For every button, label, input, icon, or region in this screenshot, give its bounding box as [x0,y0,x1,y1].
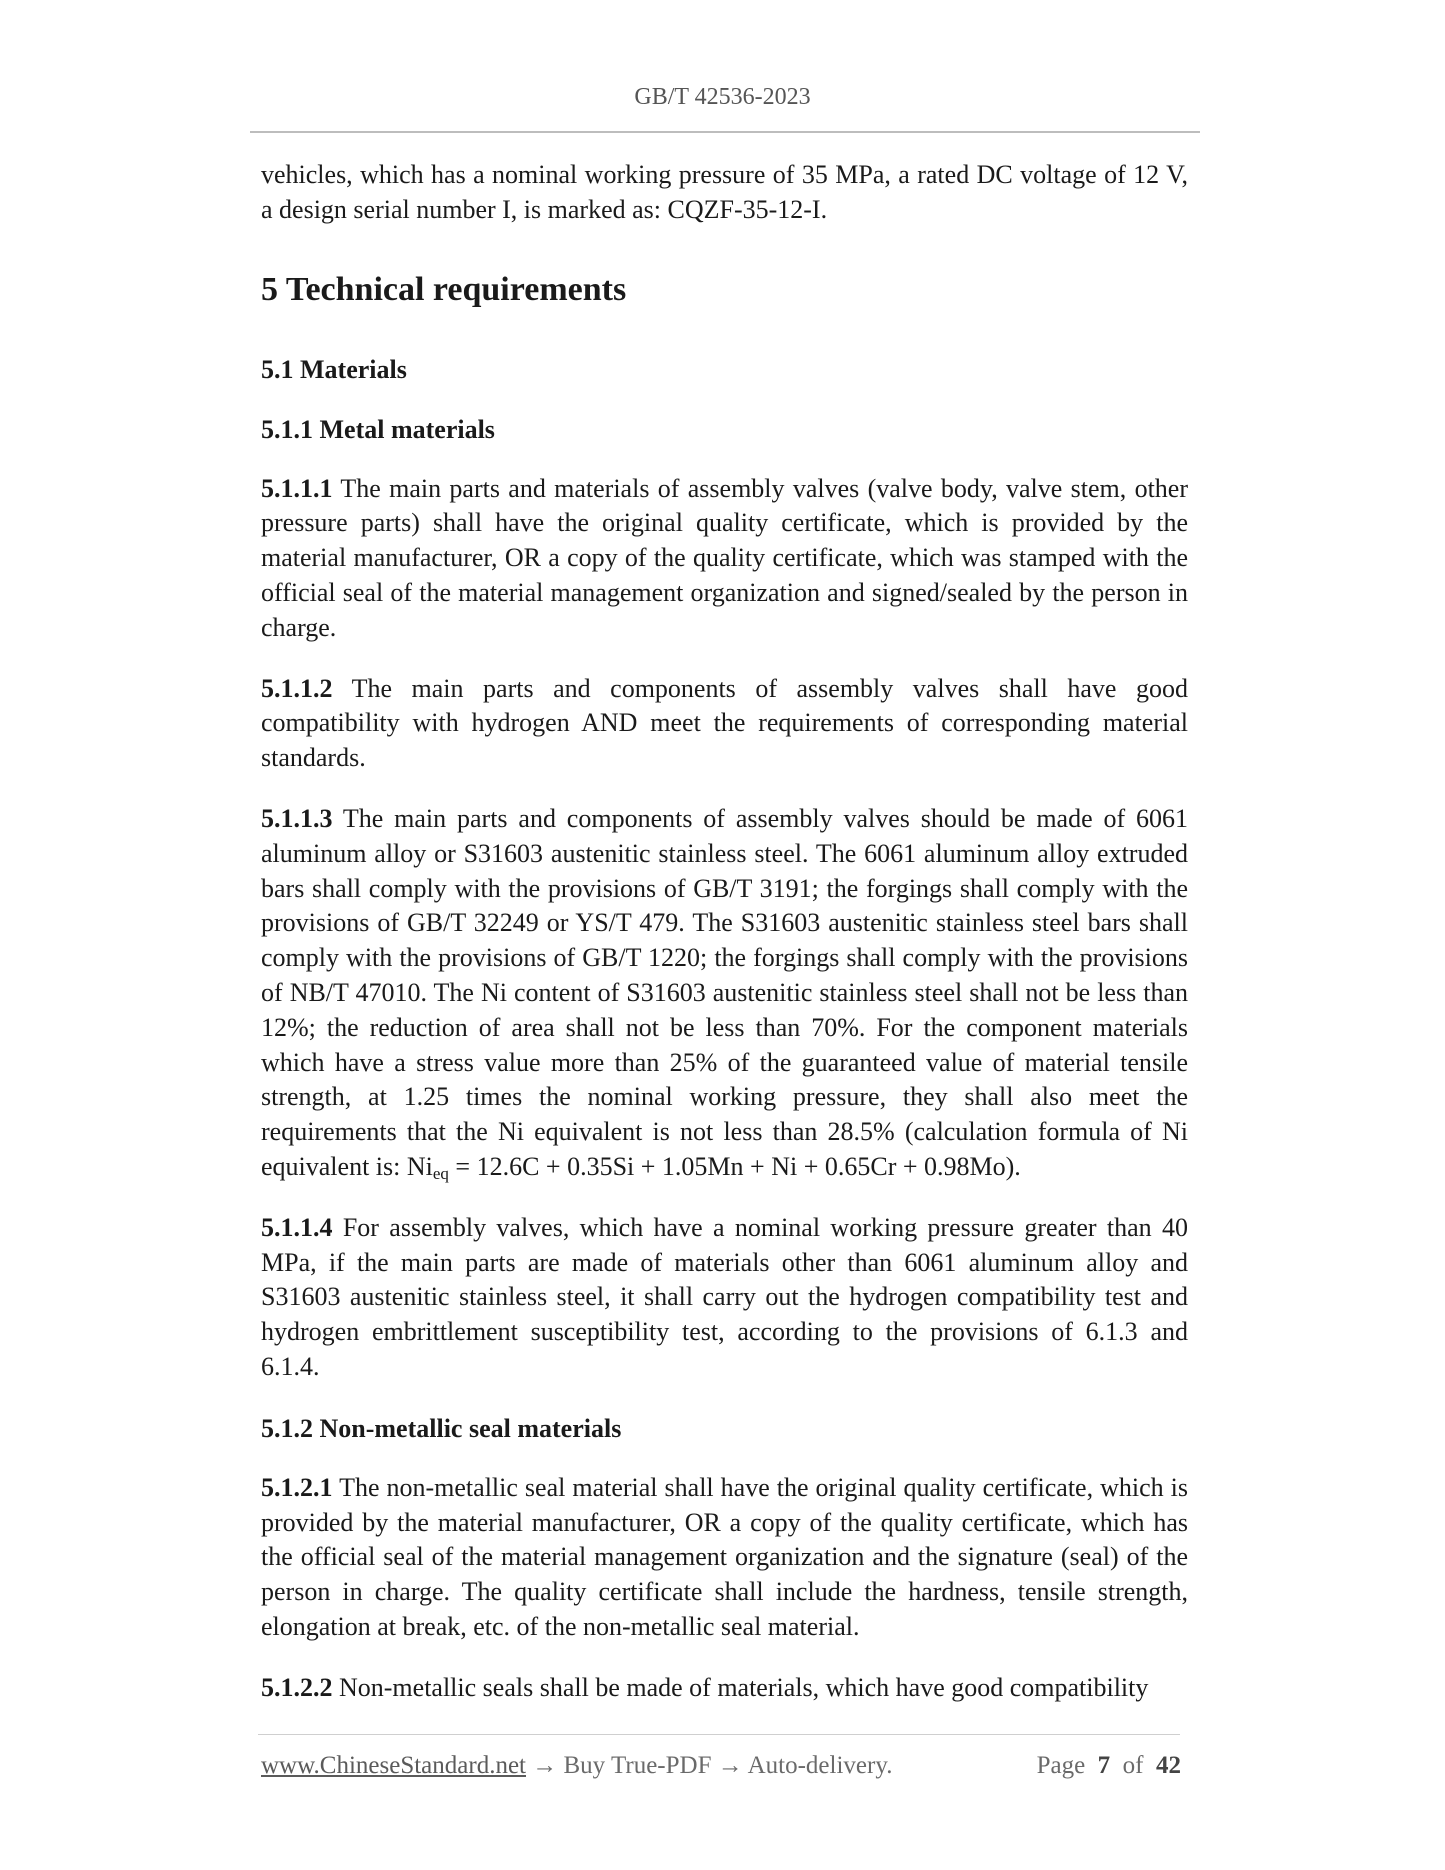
header-divider [250,131,1200,133]
formula-symbol: Ni [406,1151,433,1181]
clause-text: The main parts and components of assembly valves should be made of 6061 aluminum alloy or S31603 austenitic stainless steel. The 6061 aluminum alloy extruded bars shall comply with the provisions of GB/T 3191; the forgings shall comply with the provisions of GB/T 32249 or YS/T 479. The S31603 austenitic stainless steel bars shall comply with the provisions of GB/T 1220; the forgings shall comply with the provisions of NB/T 47010. The Ni content of S31603 austenitic stainless steel shall not be less than 12%; the reduction of area shall not be less than 70%. For the component materials which have a stress value more than 25% of the guaranteed value of material tensile strength, at 1.25 times the nominal working pressure, they shall also meet the requirements that the Ni equivalent is not less than 28.5% (calculation formula of Ni equivalent is: [261,803,1188,1181]
footer-promo [261,1752,892,1780]
page-total: 42 [1156,1752,1181,1779]
clause-text: The main parts and materials of assembly valves (valve body, valve stem, other pressure parts) shall have the original quality certificate, which is provided by the material manufacturer, OR a copy of the quality certificate, which was stamped with the official seal of the material management organization and signed/sealed by the person in charge. [261,473,1188,642]
clause-text: For assembly valves, which have a nominal working pressure greater than 40 MPa, if the main parts are made of materials other than 6061 aluminum alloy and S31603 austenitic stainless steel, it shall carry out the hydrogen compatibility test and hydrogen embrittlement susceptibility test, according to the provisions of 6.1.3 and 6.1.4. [261,1212,1189,1381]
section-heading-5-1: 5.1 Materials [261,354,407,384]
clause-text: Non-metallic seals shall be made of materials, which have good compatibility [339,1672,1149,1702]
page-footer [261,1752,1181,1786]
page-current: 7 [1097,1752,1111,1779]
clause-5-1-2-1 [261,1471,1188,1645]
clause-number: 5.1.1.3 [261,803,333,833]
clause-number: 5.1.1.1 [261,473,333,503]
section-heading-5-1-2: 5.1.2 Non-metallic seal materials [261,1413,622,1443]
running-header: GB/T 42536-2023 [634,84,811,110]
footer-divider [258,1734,1180,1735]
clause-5-1-2-2 [261,1671,1188,1706]
clause-number: 5.1.2.2 [261,1672,333,1702]
footer-promo-text: → Buy True-PDF → Auto-delivery. [532,1752,893,1779]
clause-5-1-1-4 [261,1211,1188,1385]
section-heading-5-1-1: 5.1.1 Metal materials [261,414,495,444]
formula-expression: = 12.6C + 0.35Si + 1.05Mn + Ni + 0.65Cr + 0.98Mo). [448,1151,1021,1181]
clause-5-1-1-3 [261,802,1188,1185]
clause-text: The non-metallic seal material shall have the original quality certificate, which is provided by the material manufacturer, OR a copy of the quality certificate, which has the official seal of the material management organization and the signature (seal) of the person in charge. The quality certificate shall include the hardness, tensile strength, elongation at break, etc. of the non-metallic seal material. [261,1472,1188,1641]
of-label: of [1122,1752,1144,1779]
page-label: Page [1036,1752,1086,1779]
clause-5-1-1-2 [261,672,1188,776]
formula-subscript: eq [432,1163,449,1183]
clause-text: The main parts and components of assembly valves shall have good compatibility with hydrogen AND meet the requirements of corresponding material standards. [261,673,1188,773]
clause-number: 5.1.1.4 [261,1212,333,1242]
clause-5-1-1-1 [261,472,1188,646]
website-link[interactable]: www.ChineseStandard.net [261,1752,526,1779]
clause-number: 5.1.1.2 [261,673,333,703]
document-body [261,158,1188,1732]
page-indicator [1037,1752,1181,1780]
intro-paragraph: vehicles, which has a nominal working pressure of 35 MPa, a rated DC voltage of 12 V, a design serial number I, is marked as: CQZF-35-12-I. [261,160,1188,224]
clause-number: 5.1.2.1 [261,1472,333,1502]
chapter-heading: 5 Technical requirements [261,270,627,308]
